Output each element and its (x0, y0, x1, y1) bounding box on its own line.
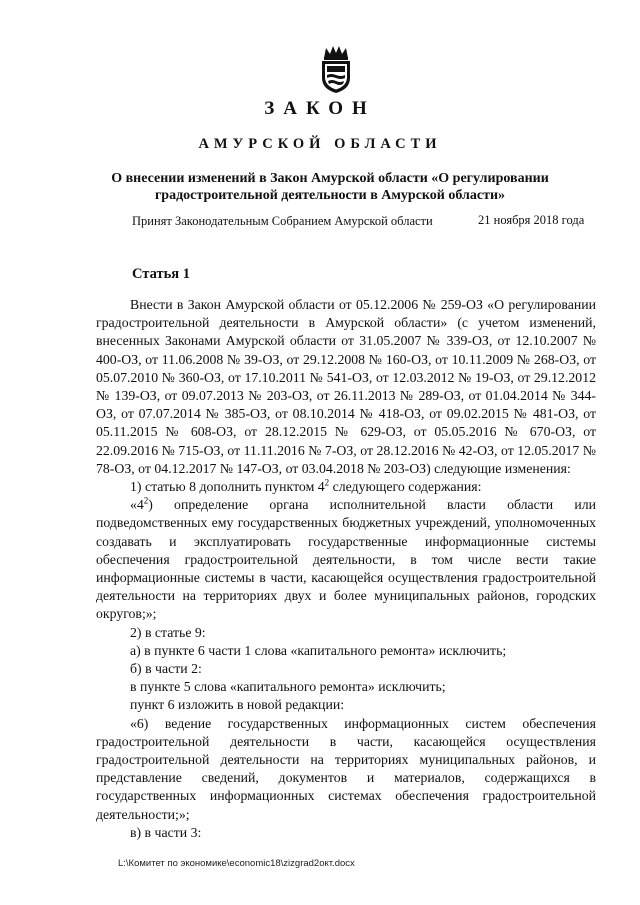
item-1-quote-text: ) определение органа исполнительной власти области или подведомственных ему государственных бюджетных учреждений, уполномоченных создавать и эксплуатировать государственные информационные системы обеспечения градостроительной деятельности, в том числе вести такие информационные системы в части, касающейся осуществления градостроительной деятельности на территориях двух и более муниципальных районов, городских округов;»; (96, 497, 596, 622)
item-2b2-paragraph: пункт 6 изложить в новой редакции: (130, 697, 345, 713)
item-2a-paragraph: а) в пункте 6 части 1 слова «капитального ремонта» исключить; (130, 642, 507, 658)
item-2-paragraph: 2) в статье 9: (130, 624, 206, 640)
item-1-text-end: следующего содержания: (329, 479, 482, 495)
adopted-date: 21 ноября 2018 года (478, 213, 585, 227)
adopted-by-text: Принят Законодательным Собранием Амурской области (132, 214, 433, 228)
item-1-quote-start: «4 (130, 497, 144, 513)
file-path-footer: L:\Комитет по экономике\economic18\zizgrad2окт.docx (118, 858, 355, 869)
coat-of-arms-emblem (318, 44, 354, 94)
article-intro-paragraph: Внести в Закон Амурской области от 05.12.2006 № 259-ОЗ «О регулировании градостроительной деятельности в Амурской области» (с учетом изменений, внесенных Законами Амурской области от 31.05.2007 № 339-ОЗ, от 12.10.2007 № 400-ОЗ, от 11.06.2008 № 39-ОЗ, от 29.12.2008 № 160-ОЗ, от 10.11.2009 № 268-ОЗ, от 05.07.2010 № 360-ОЗ, от 17.10.2011 № 541-ОЗ, от 12.03.2012 № 19-ОЗ, от 29.12.2012 № 139-ОЗ, от 09.07.2013 № 203-ОЗ, от 26.11.2013 № 289-ОЗ, от 01.04.2014 № 344-ОЗ, от 07.07.2014 № 385-ОЗ, от 08.10.2014 № 418-ОЗ, от 09.02.2015 № 481-ОЗ, от 05.11.2015 № 608-ОЗ, от 28.12.2015 № 629-ОЗ, от 05.05.2016 № 670-ОЗ, от 22.09.2016 № 715-ОЗ, от 11.11.2016 № 7-ОЗ, от 28.12.2016 № 42-ОЗ, от 12.05.2017 № 78-ОЗ, от 04.12.2017 № 147-ОЗ, от 03.04.2018 № 203-ОЗ) следующие изменения: (96, 297, 596, 476)
item-1-superscript: 2 (324, 477, 330, 488)
doc-type-heading: ЗАКОН (264, 98, 376, 119)
region-heading: АМУРСКОЙ ОБЛАСТИ (198, 136, 442, 152)
item-2b2-quote-paragraph: «6) ведение государственных информационных систем обеспечения градостроительной деятельности в части, касающейся осуществления градостроительной деятельности на территориях муниципальных районов, и представление сведений, документов и материалов, содержащихся в государственных информационных системах обеспечения градостроительной деятельности;»; (96, 715, 596, 822)
item-2b1-paragraph: в пункте 5 слова «капитального ремонта» исключить; (130, 679, 446, 695)
item-1-quote-paragraph (96, 496, 596, 623)
item-1-text-start: 1) статью 8 дополнить пунктом 4 (130, 479, 325, 495)
law-title: О внесении изменений в Закон Амурской области «О регулировании градостроительной деятельности в Амурской области» (111, 171, 549, 203)
item-2c-paragraph: в) в части 3: (130, 824, 202, 840)
article-heading: Статья 1 (132, 266, 190, 282)
item-1-quote-superscript: 2 (143, 495, 149, 506)
item-1-paragraph (96, 478, 596, 496)
item-2b-paragraph: б) в части 2: (130, 661, 202, 677)
article-body (96, 296, 596, 842)
